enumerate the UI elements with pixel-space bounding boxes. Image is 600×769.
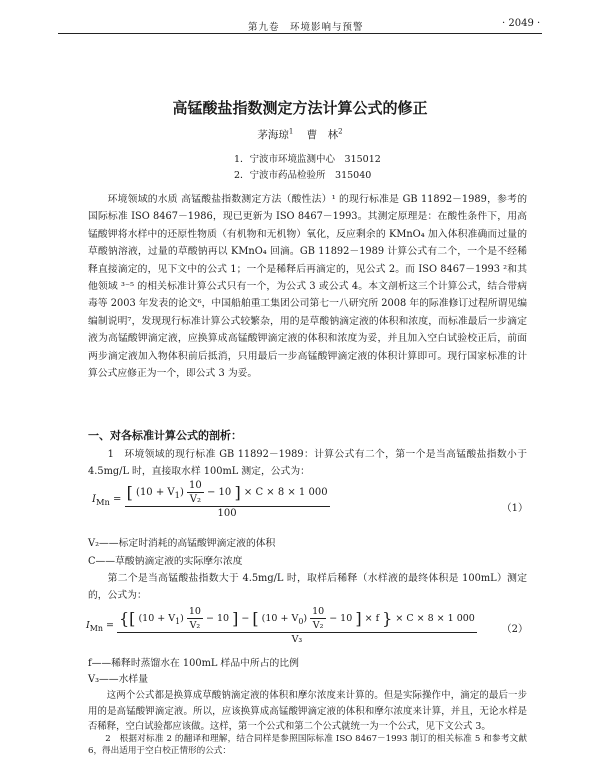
affiliation-1: 1．宁波市环境监测中心 315012 [234,154,381,165]
section-heading: 一、对各标准计算公式的剖析： [88,429,242,442]
eq2-part3-sub: 0 [298,616,304,626]
paragraph-second-formula: 第二个是当高锰酸盐指数大于 4.5mg/L 时，取样后稀释（水样液的最终体积是 100mL）测定的，公式为： [88,573,527,602]
page-number: · 2049 · [502,18,541,29]
definition-v3: V₃——水样量 [88,674,148,685]
eq2-minus: − [241,613,250,624]
eq2-fraction: {[ $(10 + V_1)$ $\frac{10}{\text{V₂}}$ − 10 ] − [ $(10 + V_0)$ $\frac{10}{\text{V₂}}$ − 10 ] × f } × C × 8 × 1 000 V₃ [118,606,475,645]
definition-f: f——稀释时蒸馏水在 100mL 样品中所占的比例 [88,658,299,669]
equation-1: $I_{Mn}$ = [ $(10 + V_1)$ $\frac{10}{\text{V₂}}$ − 10 ] × C × 8 × 1 000 100 [92,480,328,519]
definition-c: C——草酸钠滴定液的实际摩尔浓度 [88,556,243,567]
paragraph-standard-2: 2 根据对标准 2 的翻译和理解，结合同样是参照国际标准 ISO 8467－1993 制订的相关标准 5 和参考文献 6，得出适用于空白校正情形的公式： [88,734,527,756]
eq2-part1-sub: 1 [175,616,181,626]
eq2-denominator: V₃ [291,634,303,645]
eq1-denominator: 100 [217,508,237,519]
eq2-lhs-sub: Mn [89,623,103,633]
eq2-part2: − 10 [205,613,230,624]
paragraph-analysis: 这两个公式都是换算成草酸钠滴定液的体积和摩尔浓度来计算的。但是实际操作中，滴定的最后一步用的是高锰酸钾滴定液。所以，应该换算成高锰酸钾滴定液的体积和摩尔浓度来计算，并且，无论水样是否稀释，空白试验都应该做。这样，第一个公式和第二个公式就统一为一个公式，见下文公式 3。 [88,690,527,733]
eq1-term1: (10 + V [136,487,175,498]
equation-1-number: （1） [501,503,528,514]
eq2-part4: − 10 [329,613,353,624]
author-1-sup: 1 [288,127,294,136]
equation-2-number: （2） [501,624,528,635]
eq1-lhs: I [92,494,96,505]
eq2-inner-num-1: 10 [188,606,201,617]
eq1-rest: − 10 [206,487,232,498]
running-header-left: 第九卷 环境影响与预警 [248,22,364,33]
eq2-inner-den-1: V₂ [189,620,201,631]
eq1-rest2: × C × 8 × 1 000 [243,487,328,498]
eq1-inner-den: V₂ [189,494,202,505]
eq2-inner-den-2: V₂ [312,620,324,631]
paper-title: 高锰酸盐指数测定方法计算公式的修正 [172,99,428,117]
eq2-part3: (10 + V [261,613,299,624]
authors [0,127,600,142]
definition-v2: V₂——标定时消耗的高锰酸钾滴定液的体积 [88,538,276,549]
header-rule [58,33,542,34]
intro-paragraph: 环境领域的水质 高锰酸盐指数测定方法（酸性法）¹ 的现行标准是 GB 11892－1989，参考的国际标准 ISO 8467－1986，现已更新为 ISO 8467－1993。其测定原理是：在酸性条件下，用高锰酸钾将水样中的还原性物质（有机物和无机物）氧化，反应剩余的 KMnO₄ 加入体积准确而过量的草酸钠溶液，过量的草酸钠再以 KMnO₄ 回滴。GB 11892－1989 计算公式有二个，一个是不经稀释直接滴定的，见下文中的公式 1；一个是稀释后再滴定的，见公式 2。而 ISO 8467－1993 ²和其他领域 ³⁻⁵ 的相关标准计算公式只有一个，为公式 3 或公式 4。本文剖析这三个计算公式，结合带病毒等 2003 年发表的论文⁶，中国船舶重工集团公司第七一八研究所 2008 年的际准修订过程所谓见编编制说明⁷，发现现行标准计算公式较繁杂，用的是草酸钠滴定液的体积和浓度，而标准最后一步滴定液为高锰酸钾滴定液，应换算成高锰酸钾滴定液的体积和浓度为妥，并且加入空白试验校正后，前面两步滴定液加入物体积前后抵消，只用最后一步高锰酸钾滴定液的体积计算即可。现行国家标准的计算公式应修正为一个，即公式 3 为妥。 [88,194,527,380]
eq1-term1-sub: 1 [174,490,180,500]
eq2-lhs: I [86,620,90,631]
eq2-inner-num-2: 10 [312,606,325,617]
affiliation-2: 2．宁波市药品检验所 315040 [234,170,372,181]
eq2-part5: × f [364,613,380,624]
author-2: 曹 林 [306,129,339,141]
eq1-fraction: [ $(10 + V_1)$ $\frac{10}{\text{V₂}}$ − 10 ] × C × 8 × 1 000 100 [126,480,328,519]
eq1-inner-num: 10 [189,480,202,491]
eq2-tail: × C × 8 × 1 000 [395,613,475,624]
equation-2: $I_{Mn}$ = {[ $(10 + V_1)$ $\frac{10}{\text{V₂}}$ − 10 ] − [ $(10 + V_0)$ $\frac{10}{\text{V₂}}$ − 10 ] × f } × C × 8 × 1 000 V₃ [86,606,475,645]
bottom-block [88,733,527,769]
eq1-lhs-sub: Mn [95,497,110,507]
author-1: 茅海琼 [257,129,289,141]
paragraph-standard-1: 1 环境领域的现行标准 GB 11892－1989：计算公式有二个，第一个是当高锰酸盐指数小于 4.5mg/L 时，直接取水样 100mL 测定，公式为： [88,449,527,478]
eq2-part1: (10 + V [138,613,176,624]
author-2-sup: 2 [338,127,343,136]
